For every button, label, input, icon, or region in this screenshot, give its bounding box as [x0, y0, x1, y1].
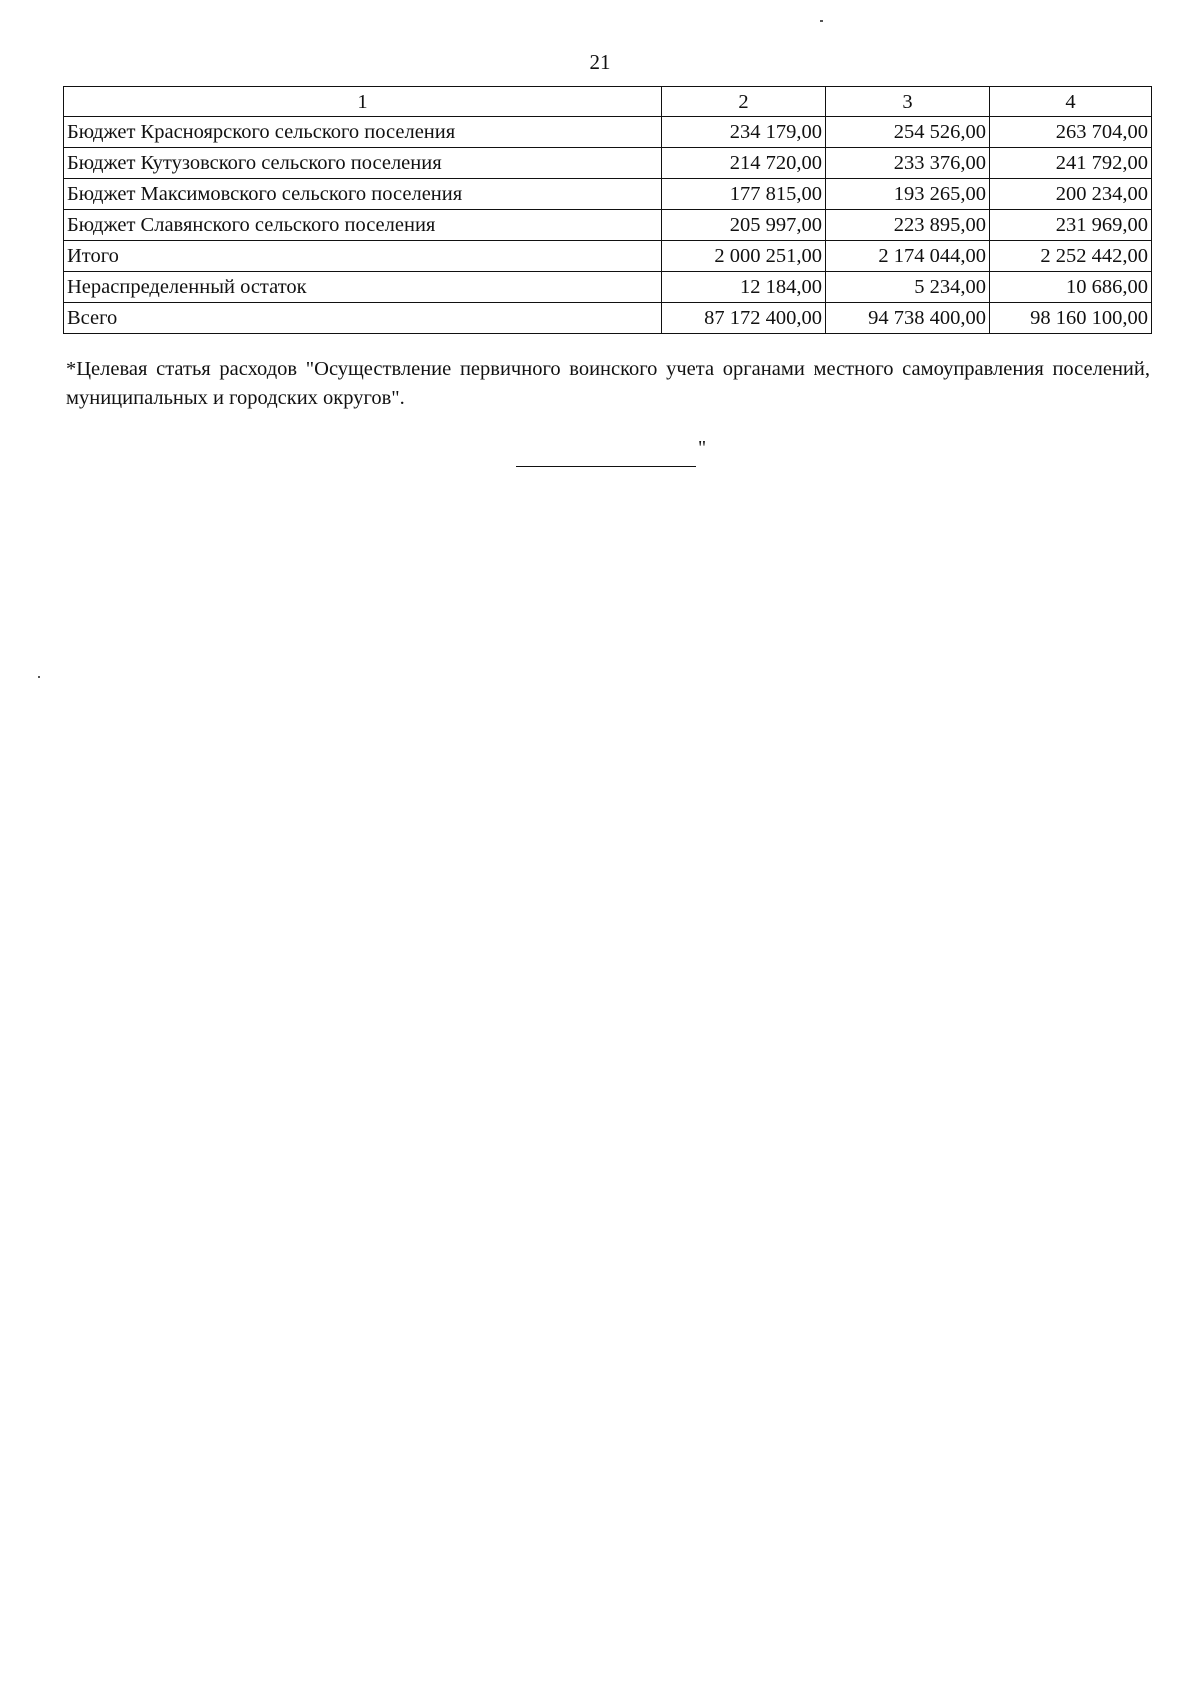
amount-cell: 200 234,00: [990, 179, 1152, 210]
amount-cell: 233 376,00: [826, 148, 990, 179]
amount-cell: 2 252 442,00: [990, 241, 1152, 272]
amount-cell: 5 234,00: [826, 272, 990, 303]
unallocated-label: Нераспределенный остаток: [64, 272, 662, 303]
column-number-header: 4: [990, 87, 1152, 117]
amount-cell: 223 895,00: [826, 210, 990, 241]
column-number-header: 1: [64, 87, 662, 117]
unallocated-row: [64, 272, 1152, 303]
amount-cell: 231 969,00: [990, 210, 1152, 241]
closing-mark: [516, 438, 706, 467]
page-number: 21: [589, 50, 611, 74]
subtotal-row: [64, 241, 1152, 272]
scan-speck: [38, 676, 40, 678]
amount-cell: 177 815,00: [662, 179, 826, 210]
closing-underline: [516, 438, 696, 467]
column-number-header: 3: [826, 87, 990, 117]
amount-cell: 193 265,00: [826, 179, 990, 210]
amount-cell: 2 000 251,00: [662, 241, 826, 272]
amount-cell: 214 720,00: [662, 148, 826, 179]
budget-name-cell: Бюджет Кутузовского сельского поселения: [64, 148, 662, 179]
amount-cell: 94 738 400,00: [826, 303, 990, 334]
total-row: [64, 303, 1152, 334]
amount-cell: 12 184,00: [662, 272, 826, 303]
total-label: Всего: [64, 303, 662, 334]
amount-cell: 2 174 044,00: [826, 241, 990, 272]
footnote: *Целевая статья расходов "Осуществление первичного воинского учета органами местного самоуправления поселений, муниципальных и городских округов".: [66, 358, 1150, 409]
scan-speck: [820, 20, 823, 22]
amount-cell: 254 526,00: [826, 117, 990, 148]
budget-name-cell: Бюджет Максимовского сельского поселения: [64, 179, 662, 210]
amount-cell: 234 179,00: [662, 117, 826, 148]
amount-cell: 98 160 100,00: [990, 303, 1152, 334]
amount-cell: 205 997,00: [662, 210, 826, 241]
table-row: [64, 210, 1152, 241]
closing-quote: ": [698, 437, 707, 459]
table-row: [64, 179, 1152, 210]
budget-name-cell: Бюджет Красноярского сельского поселения: [64, 117, 662, 148]
amount-cell: 241 792,00: [990, 148, 1152, 179]
amount-cell: 87 172 400,00: [662, 303, 826, 334]
table-row: [64, 117, 1152, 148]
table-header-row: [64, 87, 1152, 117]
column-number-header: 2: [662, 87, 826, 117]
subtotal-label: Итого: [64, 241, 662, 272]
budget-name-cell: Бюджет Славянского сельского поселения: [64, 210, 662, 241]
budget-table: [63, 86, 1152, 334]
amount-cell: 263 704,00: [990, 117, 1152, 148]
table-row: [64, 148, 1152, 179]
amount-cell: 10 686,00: [990, 272, 1152, 303]
